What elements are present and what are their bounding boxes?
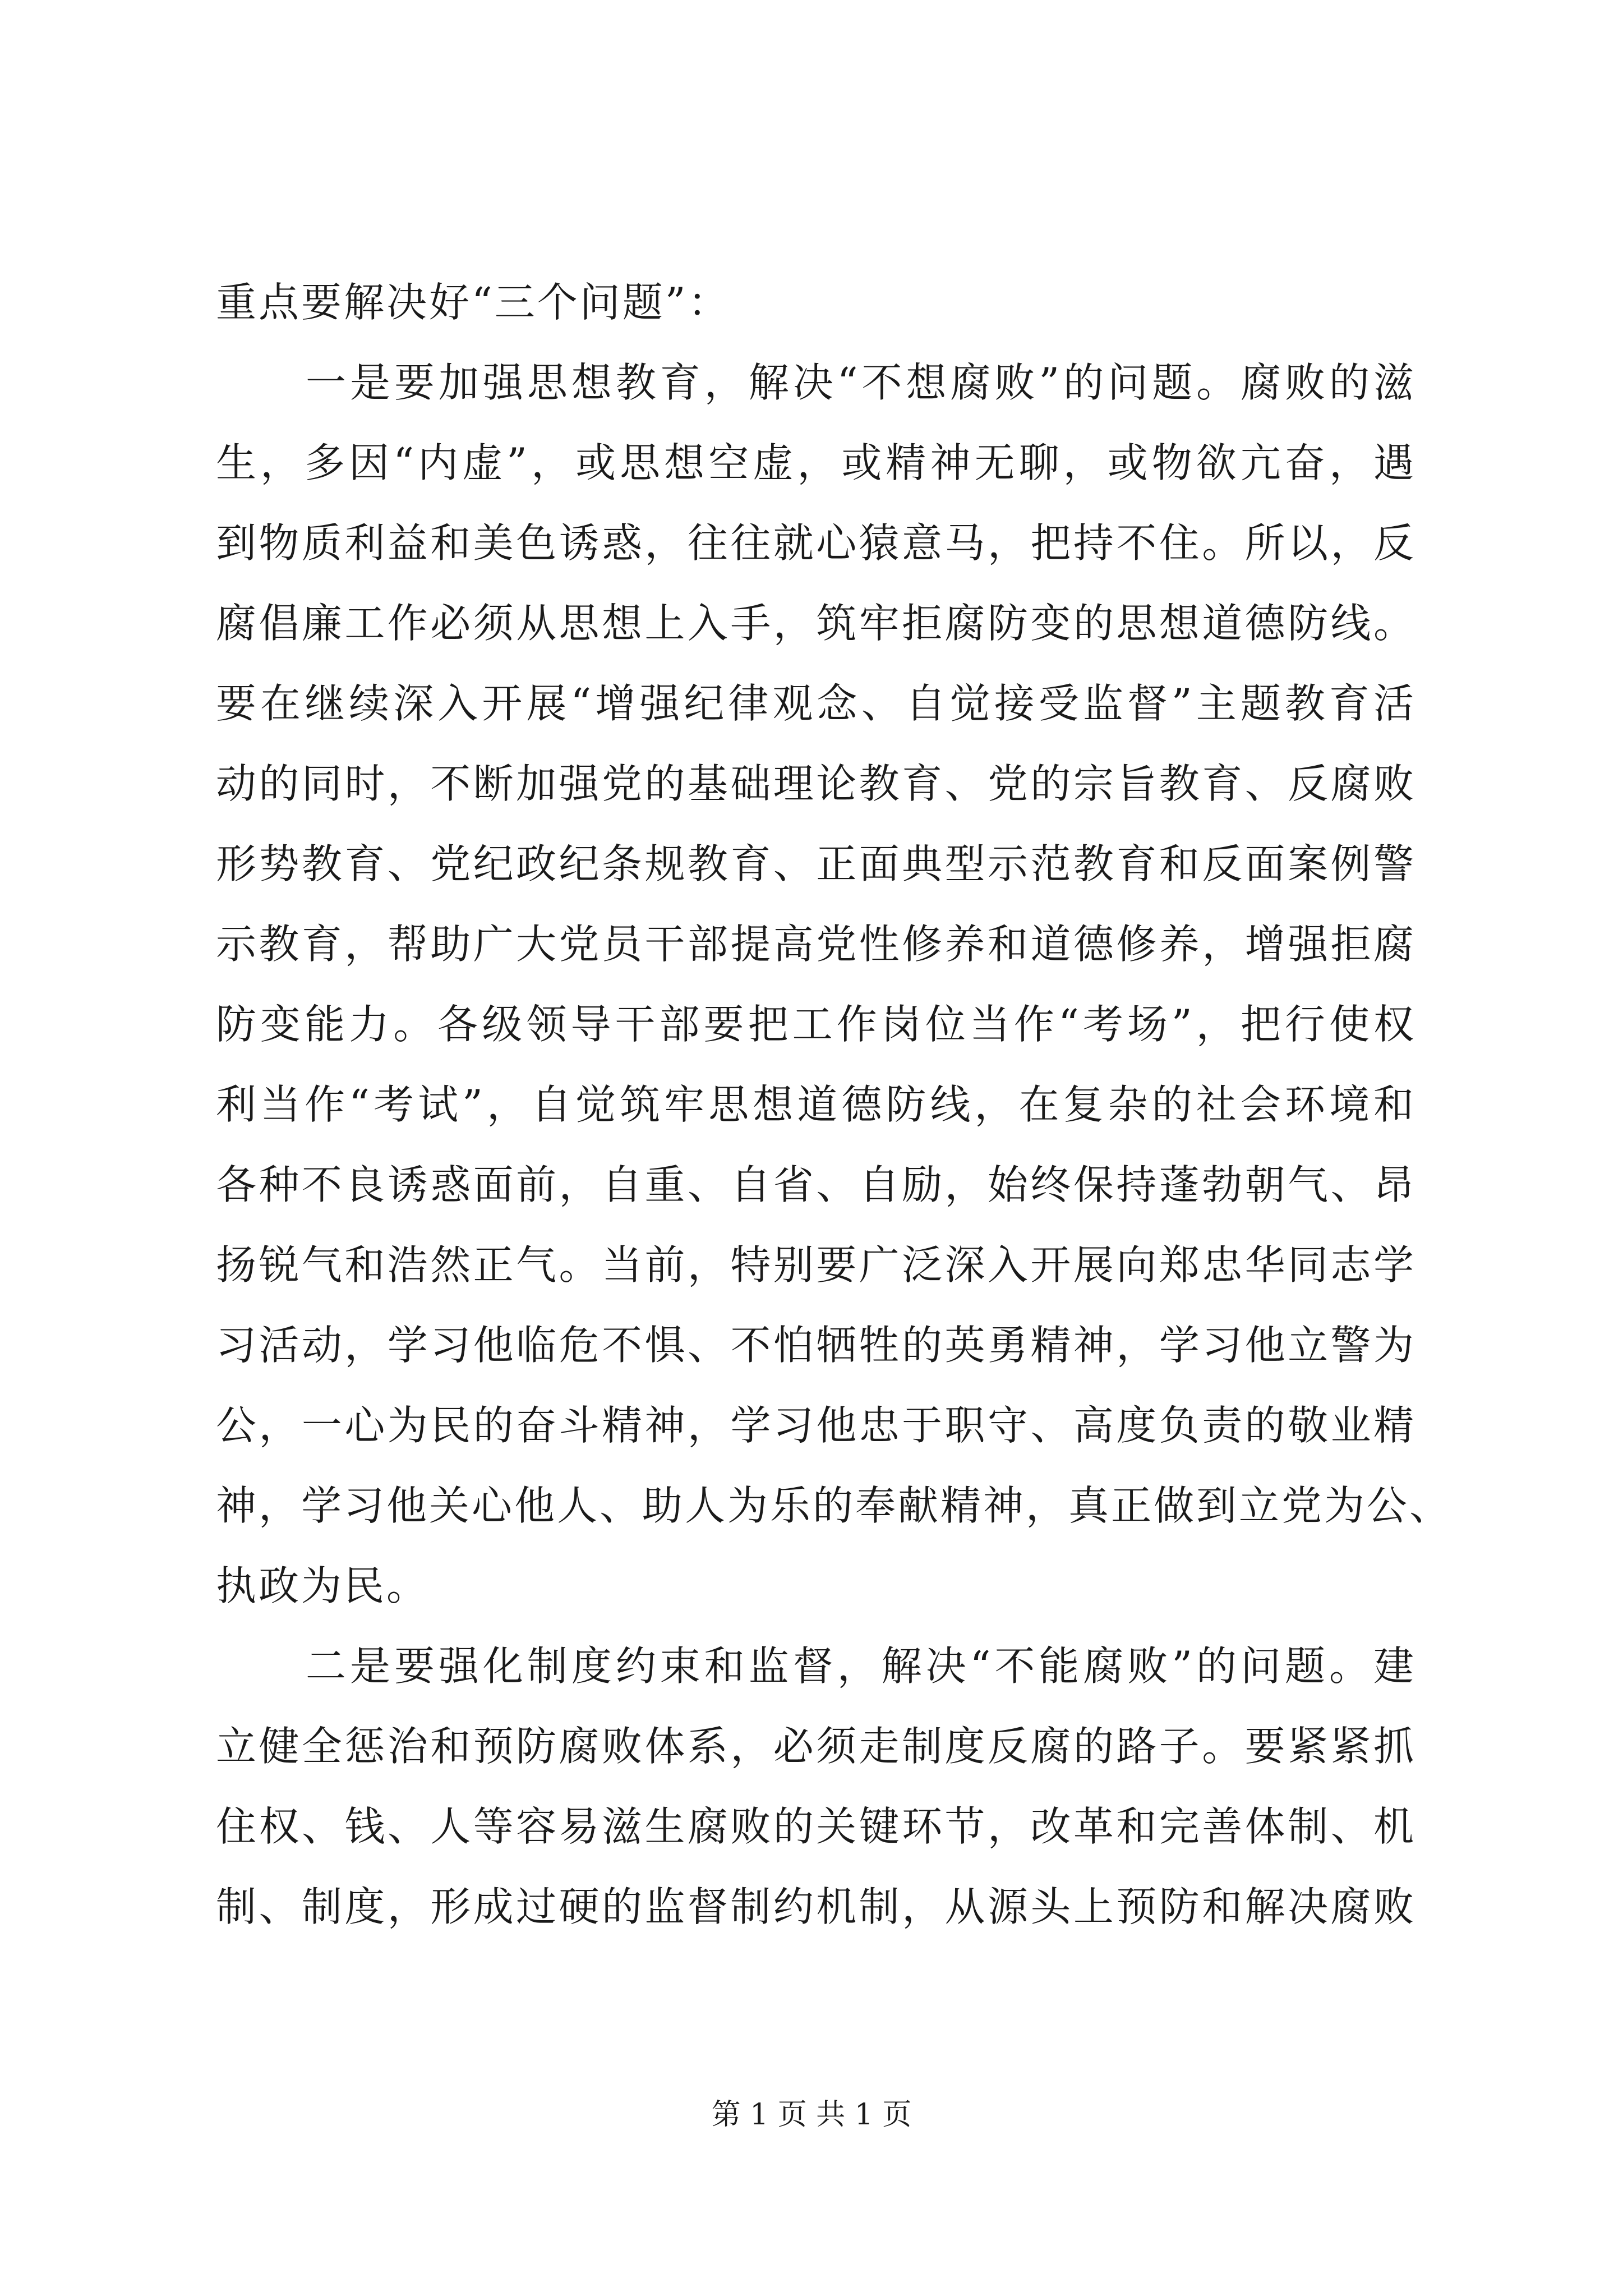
text-line: 利当作“考试”，自觉筑牢思想道德防线，在复杂的社会环境和 bbox=[216, 1081, 1416, 1128]
page-number-footer: 第 1 页 共 1 页 bbox=[711, 2098, 912, 2132]
text-line: 扬锐气和浩然正气。当前，特别要广泛深入开展向郑忠华同志学 bbox=[216, 1241, 1416, 1289]
text-line: 各种不良诱惑面前，自重、自省、自励，始终保持蓬勃朝气、昂 bbox=[216, 1161, 1416, 1208]
paragraph-first-line: 二是要强化制度约束和监督，解决“不能腐败”的问题。建 bbox=[306, 1642, 1416, 1690]
text-line: 生，多因“内虚”，或思想空虚，或精神无聊，或物欲亢奋，遇 bbox=[216, 439, 1416, 486]
text-line: 示教育，帮助广大党员干部提高党性修养和道德修养，增强拒腐 bbox=[216, 921, 1416, 968]
text-line: 防变能力。各级领导干部要把工作岗位当作“考场”，把行使权 bbox=[216, 1001, 1416, 1048]
text-line: 制、制度，形成过硬的监督制约机制，从源头上预防和解决腐败 bbox=[216, 1883, 1416, 1930]
document-body bbox=[216, 263, 1453, 1947]
text-line: 执政为民。 bbox=[216, 1562, 430, 1609]
text-line: 习活动，学习他临危不惧、不怕牺牲的英勇精神，学习他立警为 bbox=[216, 1322, 1416, 1369]
paragraph-first-line: 一是要加强思想教育，解决“不想腐败”的问题。腐败的滋 bbox=[306, 359, 1416, 406]
text-line: 腐倡廉工作必须从思想上入手，筑牢拒腐防变的思想道德防线。 bbox=[216, 600, 1416, 647]
text-line: 公，一心为民的奋斗精神，学习他忠于职守、高度负责的敬业精 bbox=[216, 1402, 1416, 1449]
text-line: 重点要解决好“三个问题”： bbox=[216, 279, 731, 326]
text-line: 立健全惩治和预防腐败体系，必须走制度反腐的路子。要紧紧抓 bbox=[216, 1723, 1416, 1770]
text-line: 住权、钱、人等容易滋生腐败的关键环节，改革和完善体制、机 bbox=[216, 1803, 1416, 1850]
text-line: 形势教育、党纪政纪条规教育、正面典型示范教育和反面案例警 bbox=[216, 840, 1416, 887]
text-line: 动的同时，不断加强党的基础理论教育、党的宗旨教育、反腐败 bbox=[216, 760, 1416, 807]
text-line: 要在继续深入开展“增强纪律观念、自觉接受监督”主题教育活 bbox=[216, 680, 1416, 727]
text-line: 神，学习他关心他人、助人为乐的奉献精神，真正做到立党为公、 bbox=[216, 1482, 1453, 1529]
text-line: 到物质利益和美色诱惑，往往就心猿意马，把持不住。所以，反 bbox=[216, 519, 1416, 567]
